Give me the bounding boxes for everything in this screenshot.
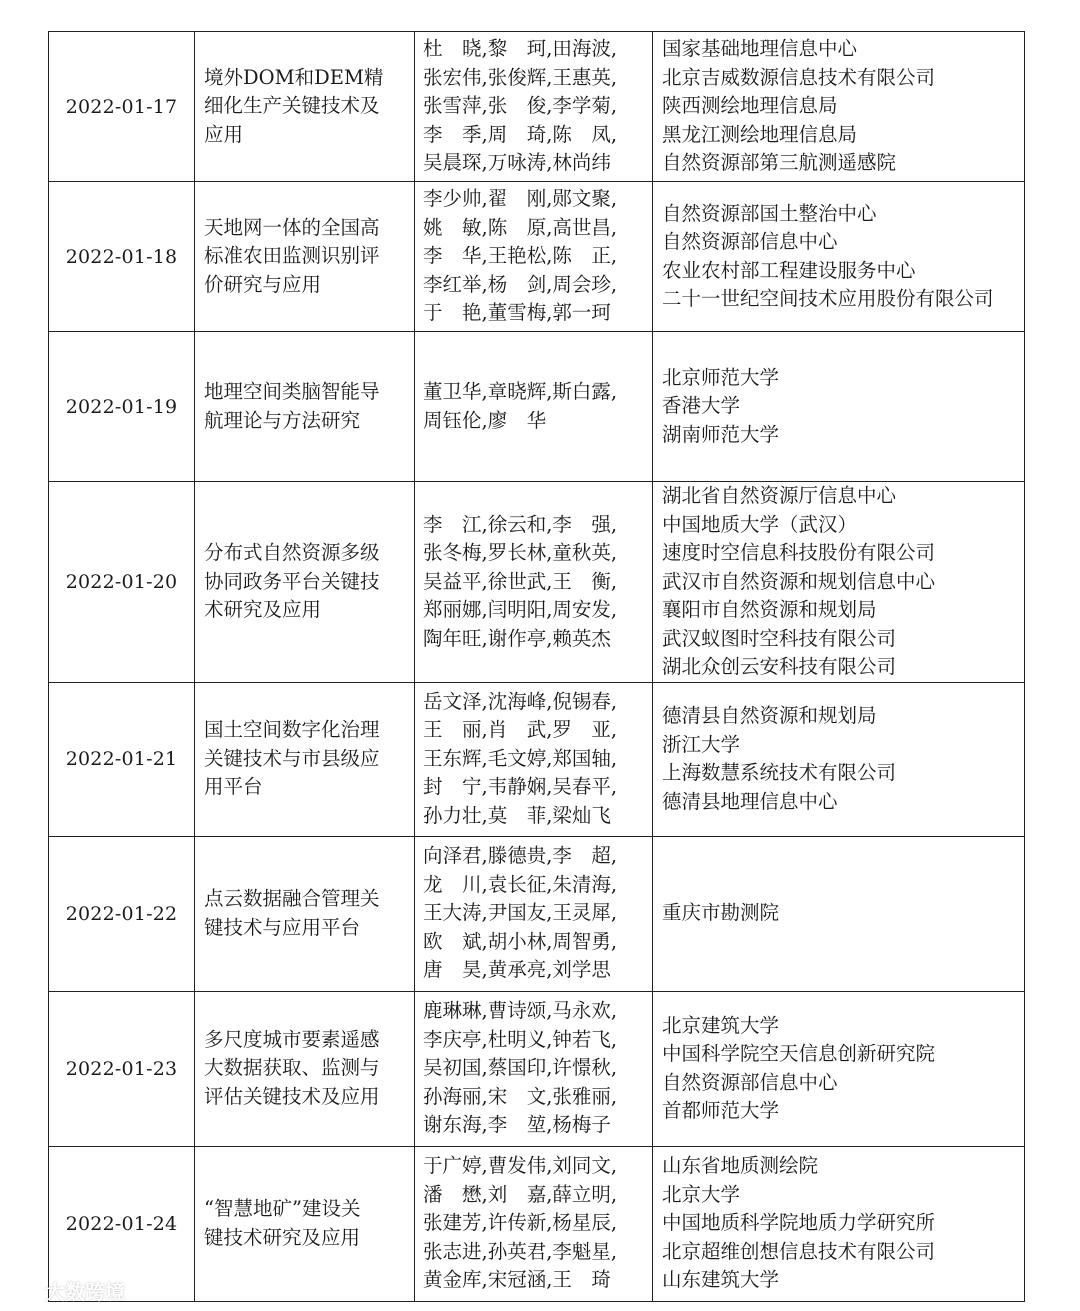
organization-line: 黑龙江测绘地理信息局: [662, 122, 858, 146]
people-line: 郑丽娜,闫明阳,周安发,: [423, 598, 618, 621]
project-id-cell: 2022-01-24: [49, 1146, 195, 1301]
people-line: 潘 懋,刘 嘉,薛立明,: [423, 1182, 618, 1206]
project-title-line: “智慧地矿”建设关: [204, 1197, 361, 1220]
people-line: 张冬梅,罗长林,童秋英,: [423, 541, 618, 564]
project-id-cell: 2022-01-23: [49, 991, 195, 1146]
award-table-container: [48, 31, 1024, 1302]
project-id-cell: 2022-01-17: [49, 32, 195, 182]
project-title-cell: [195, 332, 415, 482]
table-row: [49, 991, 1025, 1146]
people-line: 向泽君,滕德贵,李 超,: [423, 844, 618, 868]
project-title-line: 点云数据融合管理关: [204, 887, 380, 910]
project-title-line: 细化生产关键技术及: [204, 94, 380, 118]
people-line: 王东辉,毛文婷,郑国轴,: [423, 746, 618, 770]
organization-line: 北京师范大学: [662, 365, 780, 389]
people-line: 岳文泽,沈海峰,倪锡春,: [423, 689, 618, 713]
people-line: 李 江,徐云和,李 强,: [423, 512, 618, 536]
project-people-cell: [415, 182, 653, 332]
project-org-cell: [653, 682, 1025, 836]
organization-line: 陕西测绘地理信息局: [662, 94, 838, 118]
project-people-cell: [415, 682, 653, 836]
people-line: 孙海丽,宋 文,张雅丽,: [423, 1084, 618, 1108]
organization-line: 国家基础地理信息中心: [662, 37, 858, 61]
people-line: 封 宁,韦静娴,吴春平,: [423, 775, 618, 799]
people-line: 张建芳,许传新,杨星辰,: [423, 1211, 618, 1235]
project-title-line: 境外DOM和DEM精: [204, 65, 384, 89]
project-title-cell: [195, 836, 415, 991]
project-id-cell: 2022-01-22: [49, 836, 195, 991]
organization-line: 山东建筑大学: [662, 1268, 780, 1292]
watermark-text: 大数跨境: [45, 1280, 125, 1304]
people-line: 王大涛,尹国友,王灵犀,: [423, 901, 618, 925]
people-line: 董卫华,章晓辉,斯白露,: [423, 380, 618, 403]
project-title-line: 协同政务平台关键技: [204, 569, 380, 593]
project-title-cell: [195, 682, 415, 836]
organization-line: 重庆市勘测院: [662, 901, 780, 925]
project-title-line: 标准农田监测识别评: [204, 244, 380, 268]
project-title-line: 地理空间类脑智能导: [204, 380, 380, 403]
organization-line: 北京吉威数源信息技术有限公司: [662, 65, 936, 89]
people-line: 龙 川,袁长征,朱清海,: [423, 872, 618, 896]
award-table: [48, 31, 1025, 1302]
project-org-cell: [653, 182, 1025, 332]
watermark: [6, 1276, 125, 1305]
organization-line: 速度时空信息科技股份有限公司: [662, 541, 936, 564]
project-title-line: 键技术研究及应用: [204, 1225, 361, 1249]
project-people-cell: [415, 332, 653, 482]
project-org-cell: [653, 991, 1025, 1146]
organization-line: 德清县自然资源和规划局: [662, 704, 877, 727]
project-title-line: 应用: [204, 122, 244, 146]
organization-line: 自然资源部第三航测遥感院: [662, 151, 897, 175]
project-org-cell: [653, 1146, 1025, 1301]
people-line: 李 季,周 琦,陈 凤,: [423, 122, 618, 146]
organization-line: 自然资源部国土整治中心: [662, 201, 877, 225]
table-row: [49, 482, 1025, 683]
project-people-cell: [415, 482, 653, 683]
project-people-cell: [415, 991, 653, 1146]
table-row: [49, 32, 1025, 182]
table-row: [49, 682, 1025, 836]
organization-line: 襄阳市自然资源和规划局: [662, 598, 877, 621]
people-line: 杜 晓,黎 珂,田海波,: [423, 37, 618, 61]
organization-line: 上海数慧系统技术有限公司: [662, 761, 897, 784]
people-line: 唐 昊,黄承亮,刘学思: [423, 958, 611, 982]
project-title-line: 键技术与应用平台: [204, 915, 361, 939]
project-title-line: 关键技术与市县级应: [204, 746, 380, 770]
organization-line: 浙江大学: [662, 732, 741, 756]
project-org-cell: [653, 32, 1025, 182]
project-title-line: 天地网一体的全国高: [204, 215, 380, 239]
people-line: 姚 敏,陈 原,高世昌,: [423, 215, 618, 239]
organization-line: 首都师范大学: [662, 1099, 780, 1122]
organization-line: 中国地质大学（武汉）: [662, 512, 858, 536]
people-line: 吴益平,徐世武,王 衡,: [423, 569, 618, 593]
table-row: [49, 836, 1025, 991]
table-row: [49, 182, 1025, 332]
people-line: 李红举,杨 剑,周会珍,: [423, 272, 618, 296]
project-title-cell: [195, 482, 415, 683]
project-id-cell: 2022-01-18: [49, 182, 195, 332]
people-line: 鹿琳琳,曹诗颂,马永欢,: [423, 999, 618, 1023]
organization-line: 香港大学: [662, 394, 741, 418]
project-id-cell: 2022-01-19: [49, 332, 195, 482]
organization-line: 湖北众创云安科技有限公司: [662, 655, 897, 678]
people-line: 吴初国,蔡国印,许憬秋,: [423, 1056, 618, 1080]
organization-line: 武汉市自然资源和规划信息中心: [662, 569, 936, 593]
project-org-cell: [653, 836, 1025, 991]
project-title-cell: [195, 991, 415, 1146]
people-line: 陶年旺,谢作亭,赖英杰: [423, 626, 611, 650]
organization-line: 北京大学: [662, 1182, 741, 1206]
people-line: 王 丽,肖 武,罗 亚,: [423, 718, 618, 742]
people-line: 黄金库,宋冠涵,王 琦: [423, 1268, 611, 1292]
project-title-line: 用平台: [204, 775, 263, 799]
people-line: 于 艳,董雪梅,郭一珂: [423, 301, 611, 325]
people-line: 李少帅,翟 刚,郧文聚,: [423, 187, 618, 211]
project-id-cell: 2022-01-21: [49, 682, 195, 836]
organization-line: 湖南师范大学: [662, 422, 780, 446]
people-line: 孙力壮,莫 菲,梁灿飞: [423, 803, 611, 827]
project-title-line: 多尺度城市要素遥感: [204, 1027, 380, 1051]
organization-line: 自然资源部信息中心: [662, 1070, 838, 1094]
people-line: 周钰伦,廖 华: [423, 408, 547, 432]
project-people-cell: [415, 32, 653, 182]
organization-line: 北京建筑大学: [662, 1013, 780, 1037]
project-people-cell: [415, 1146, 653, 1301]
organization-line: 二十一世纪空间技术应用股份有限公司: [662, 287, 994, 310]
award-table-body: [49, 32, 1025, 1302]
organization-line: 中国科学院空天信息创新研究院: [662, 1042, 936, 1065]
people-line: 谢东海,李 堃,杨梅子: [423, 1113, 611, 1137]
project-title-line: 术研究及应用: [204, 598, 322, 621]
table-row: [49, 332, 1025, 482]
organization-line: 自然资源部信息中心: [662, 230, 838, 253]
project-people-cell: [415, 836, 653, 991]
project-id-cell: 2022-01-20: [49, 482, 195, 683]
organization-line: 北京超维创想信息技术有限公司: [662, 1239, 936, 1263]
people-line: 李庆亭,杜明义,钟若飞,: [423, 1027, 618, 1051]
project-title-cell: [195, 182, 415, 332]
organization-line: 农业农村部工程建设服务中心: [662, 258, 916, 282]
organization-line: 中国地质科学院地质力学研究所: [662, 1211, 936, 1235]
organization-line: 武汉蚁图时空科技有限公司: [662, 626, 897, 650]
people-line: 于广婷,曹发伟,刘同文,: [423, 1154, 618, 1178]
people-line: 张宏伟,张俊辉,王惠英,: [423, 65, 618, 89]
table-row: [49, 1146, 1025, 1301]
project-title-cell: [195, 1146, 415, 1301]
project-org-cell: [653, 482, 1025, 683]
project-org-cell: [653, 332, 1025, 482]
people-line: 李 华,王艳松,陈 正,: [423, 244, 618, 268]
project-title-line: 国土空间数字化治理: [204, 718, 380, 742]
project-title-line: 评估关键技术及应用: [204, 1084, 380, 1108]
people-line: 张志进,孙英君,李魁星,: [423, 1239, 618, 1263]
project-title-line: 大数据获取、监测与: [204, 1056, 380, 1080]
project-title-line: 价研究与应用: [204, 272, 322, 296]
project-title-line: 分布式自然资源多级: [204, 541, 380, 564]
people-line: 张雪萍,张 俊,李学菊,: [423, 94, 618, 118]
organization-line: 山东省地质测绘院: [662, 1154, 819, 1178]
people-line: 欧 斌,胡小林,周智勇,: [423, 929, 618, 953]
watermark-logo-icon: [6, 1279, 40, 1303]
project-title-line: 航理论与方法研究: [204, 408, 361, 432]
organization-line: 德清县地理信息中心: [662, 789, 838, 813]
project-title-cell: [195, 32, 415, 182]
organization-line: 湖北省自然资源厅信息中心: [662, 484, 897, 507]
people-line: 吴晨琛,万咏涛,林尚纬: [423, 151, 611, 175]
